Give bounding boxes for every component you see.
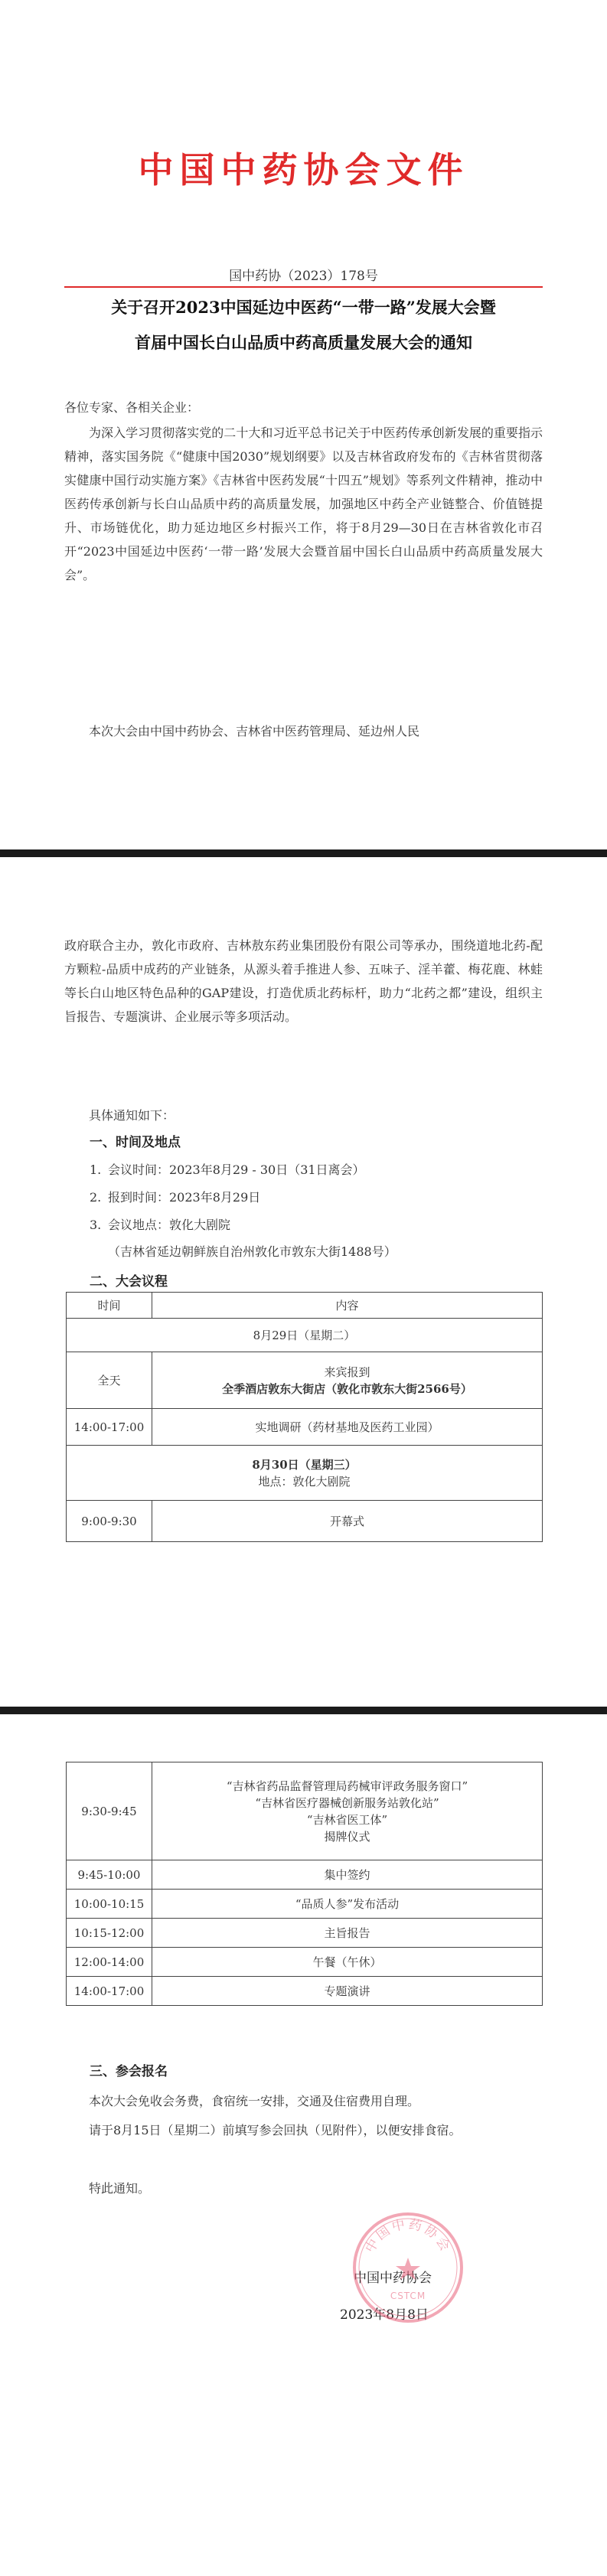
item-text: 会议地点：敦化大剧院 [108, 1218, 231, 1232]
content-header: 内容 [152, 1293, 543, 1319]
schedule-table-part-1 [66, 1292, 543, 1542]
notice-intro: 具体通知如下： [89, 1108, 175, 1123]
table-row [67, 1446, 543, 1501]
time-cell: 10:15-12:00 [67, 1919, 152, 1948]
page-break [0, 1707, 607, 1714]
content-cell: 开幕式 [152, 1501, 543, 1542]
table-header-row [67, 1293, 543, 1319]
table-row [67, 1409, 543, 1446]
table-row [67, 1860, 543, 1890]
item-number: 2. [90, 1190, 102, 1205]
venue-address: （吉林省延边朝鲜族自治州敦化市敦东大街1488号） [108, 1244, 397, 1259]
list-item [90, 1160, 365, 1178]
time-header: 时间 [67, 1293, 152, 1319]
schedule-table-part-2 [66, 1762, 543, 2006]
content-cell [152, 1762, 543, 1860]
day-2-heading [67, 1446, 543, 1501]
content-cell: 实地调研（药材基地及医药工业园） [152, 1409, 543, 1446]
arrival-hotel: 全季酒店敦东大街店（敦化市敦东大街2566号） [222, 1381, 472, 1396]
registration-paragraph-1: 本次大会免收会务费，食宿统一安排，交通及住宿费用自理。 [89, 2094, 420, 2108]
time-cell: 14:00-17:00 [67, 1409, 152, 1446]
plaque-line: “吉林省医疗器械创新服务站敦化站” [255, 1795, 439, 1810]
red-divider [64, 286, 543, 288]
content-cell: 专题演讲 [152, 1977, 543, 2006]
time-cell: 全天 [67, 1352, 152, 1409]
title-line-2: 首届中国长白山品质中药高质量发展大会的通知 [135, 333, 472, 352]
registration-paragraph-2: 请于8月15日（星期二）前填写参会回执（见附件），以便安排食宿。 [89, 2123, 462, 2137]
content-cell [152, 1352, 543, 1409]
organizers-paragraph-start: 本次大会由中国中药协会、吉林省中医药管理局、延边州人民 [89, 724, 420, 739]
content-cell: “品质人参”发布活动 [152, 1890, 543, 1919]
doc-number: 国中药协（2023）178号 [229, 269, 378, 284]
list-item [90, 1215, 230, 1233]
section-3-title: 三、参会报名 [90, 2064, 168, 2079]
item-number: 3. [90, 1218, 102, 1232]
title-line-1: 关于召开2023中国延边中医药“一带一路”发展大会暨 [111, 298, 496, 317]
table-row [67, 1501, 543, 1542]
time-cell: 10:00-10:15 [67, 1890, 152, 1919]
arrival-title: 来宾报到 [324, 1365, 370, 1379]
page-break [0, 849, 607, 857]
section-2-title: 二、大会议程 [90, 1274, 168, 1290]
day-2-date: 8月30日（星期三） [252, 1457, 357, 1472]
day-2-venue: 地点：敦化大剧院 [258, 1474, 351, 1489]
document-page-2 [0, 857, 607, 1691]
table-row [67, 1977, 543, 2006]
section-1-title: 一、时间及地点 [90, 1135, 181, 1150]
table-row [67, 1948, 543, 1977]
plaque-line: “吉林省药品监督管理局药械审评政务服务窗口” [226, 1779, 468, 1793]
document-page-3 [0, 1714, 607, 2576]
time-cell: 14:00-17:00 [67, 1977, 152, 2006]
table-row [67, 1319, 543, 1352]
table-row [67, 1352, 543, 1409]
table-row [67, 1919, 543, 1948]
time-cell: 12:00-14:00 [67, 1948, 152, 1977]
table-row [67, 1890, 543, 1919]
signature-org: 中国中药协会 [354, 2271, 432, 2286]
content-cell: 午餐（午休） [152, 1948, 543, 1977]
org-title: 中国中药协会文件 [138, 149, 469, 191]
item-text: 会议时间：2023年8月29 - 30日（31日离会） [108, 1162, 365, 1177]
plaque-line: “吉林省医工体” [306, 1812, 388, 1827]
content-cell: 集中签约 [152, 1860, 543, 1890]
item-number: 1. [90, 1162, 102, 1177]
document-page-1 [0, 0, 607, 827]
official-seal-icon [351, 2210, 465, 2325]
time-cell: 9:00-9:30 [67, 1501, 152, 1542]
time-cell: 9:30-9:45 [67, 1762, 152, 1860]
greeting: 各位专家、各相关企业： [64, 400, 200, 415]
intro-paragraph: 为深入学习贯彻落实党的二十大和习近平总书记关于中医药传承创新发展的重要指示精神，落实国务院《“健康中国2030”规划纲要》以及吉林省政府发布的《吉林省贯彻落实健康中国行动实施方案》《吉林省中医药发展“十四五”规划》等系列文件精神，推动中医药传承创新与长白山品质中药的高质量发展，加强地区中药全产业链整合、价值链提升、市场链优化，助力延边地区乡村振兴工作，将于8月29—30日在吉林省敦化市召开“2023中国延边中医药‘一带一路’发展大会暨首届中国长白山品质中药高质量发展大会”。 [64, 426, 543, 582]
table-row [67, 1762, 543, 1860]
item-text: 报到时间：2023年8月29日 [108, 1190, 261, 1205]
time-cell: 9:45-10:00 [67, 1860, 152, 1890]
signature-date: 2023年8月8日 [340, 2307, 429, 2323]
svg-text:中国中药协会: 中国中药协会 [362, 2216, 454, 2256]
content-cell: 主旨报告 [152, 1919, 543, 1948]
list-item [90, 1188, 260, 1205]
closing-line: 特此通知。 [89, 2181, 151, 2196]
plaque-line: 揭牌仪式 [324, 1829, 370, 1844]
day-1-heading: 8月29日（星期二） [67, 1319, 543, 1352]
svg-text:CSTCM: CSTCM [390, 2291, 426, 2301]
organizers-paragraph-cont: 政府联合主办，敦化市政府、吉林敖东药业集团股份有限公司等承办，围绕道地北药-配方颗粒-品质中成药的产业链条，从源头着手推进人参、五味子、淫羊藿、梅花鹿、林蛙等长白山地区特色品种的GAP建设，打造优质北药标杆，助力“北药之都”建设，组织主旨报告、专题演讲、企业展示等多项活动。 [64, 938, 543, 1024]
